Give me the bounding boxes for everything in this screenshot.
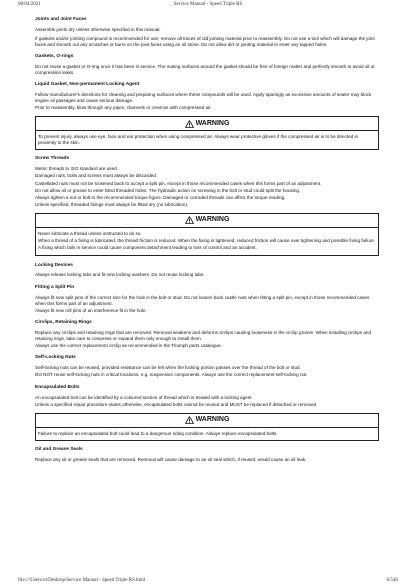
warning-box (35, 413, 379, 441)
warning-header (36, 214, 378, 228)
paragraph: Assemble joints dry unless otherwise specified in this manual. (35, 26, 161, 32)
warning-triangle-icon (185, 416, 194, 424)
paragraph: Always fit new split pins of the correct size for the hole in the bolt or stud. Do not loosen back castle nuts when fitting a split pin, except in those recommended cases when this forms part of an adjustment. (35, 294, 370, 306)
section-heading-locking-devices: Locking Devices (35, 262, 73, 268)
warning-header (36, 414, 378, 428)
print-header (18, 2, 398, 10)
section-heading-split-pin: Fitting a Split Pin (35, 284, 75, 290)
paragraph: Prior to reassembly, blow through any pipes, channels or crevices with compressed air. (35, 105, 212, 111)
warning-paragraph: Never lubricate a thread unless instructed to do so. (38, 230, 142, 236)
paragraph: Always release locking tabs and fit new locking washers. Do not reuse locking tabs. (35, 272, 205, 278)
section-heading-joints: Joints and Joint Faces (35, 17, 87, 22)
section-heading-gaskets: Gaskets, O-rings (35, 54, 74, 60)
section-heading-encapsulated-bolts: Encapsulated Bolts (35, 384, 80, 390)
warning-paragraph: When a thread of a fixing is lubricated, the thread friction is reduced. When the fixing is tightened, reduced friction will cause over tightening and possible fixing failure. (38, 237, 376, 243)
print-footer (18, 578, 398, 586)
paragraph: If gaskets and/or jointing compound is recommended for use; remove all traces of old jointing material prior to reassembly. Do not use a tool which will damage the joint faces and smooth out any scratches or burrs on the joint faces using an oil stone. Do not allow dirt or jointing material to enter any tapped holes. (35, 35, 375, 47)
paragraph: Do not allow oil or grease to enter blind threaded holes. The hydraulic action on screwing in the bolt or stud could split the housing. (35, 187, 301, 193)
paragraph: Always tighten a nut or bolt to the recommended torque figure. Damaged or corroded threads can affect the torque reading. (35, 194, 286, 200)
paragraph: Follow manufacturer's directions for cleaning and preparing surfaces where these compounds will be used. Apply sparingly as excessive amounts of sealer may block engine oil passages and cause serious damage. (35, 92, 372, 104)
paragraph: Metric threads to ISO standard are used. (35, 166, 118, 172)
warning-box (35, 116, 379, 150)
paragraph: DO NOT reuse self-locking nuts in critical locations, e.g. suspension components. Always use the correct replacement self-locking nut. (35, 372, 308, 378)
paragraph: Always fit new roll pins of an interference fit in the hole. (35, 307, 147, 313)
warning-text: To prevent injury, always use eye, face and ear protection when using compressed air. Always wear protective gloves if the compressed air is to be directed in proximity to the skin. (38, 134, 359, 146)
paragraph: Replace any oil or grease seals that are removed. Removal will cause damage to an oil seal which, if reused, would cause an oil leak. (35, 457, 307, 463)
paragraph: Damaged nuts, bolts and screws must always be discarded. (35, 173, 158, 179)
page-number: 6/546 (386, 578, 398, 583)
section-heading-circlips: Circlips, Retaining Rings (35, 320, 92, 326)
warning-title: WARNING (195, 416, 230, 424)
warning-title: WARNING (195, 216, 230, 224)
warning-box (35, 213, 379, 256)
paragraph: An encapsulated bolt can be identified by a coloured section of thread which is treated with a locking agent. (35, 394, 253, 400)
section-heading-self-locking-nuts: Self-Locking Nuts (35, 355, 76, 361)
paragraph: Do not reuse a gasket or O-ring once it has been in service. The mating surfaces around the gasket should be free of foreign matter and perfectly smooth to avoid oil or compression leaks. (35, 64, 375, 75)
warning-triangle-icon (185, 216, 194, 224)
paragraph: Self-locking nuts can be reused, provided resistance can be felt when the locking portion passes over the thread of the bolt or stud. (35, 365, 301, 371)
paragraph: Unless specified, threaded fixings must always be fitted dry (no lubrication). (35, 201, 189, 207)
section-heading-oil-seals: Oil and Grease Seals (35, 447, 83, 453)
document-title: Service Manual - Speed Triple RS (173, 2, 243, 7)
warning-header (36, 117, 378, 131)
warning-paragraph: A fixing which fails in service could cause component detachment leading to loss of control and an accident. (38, 244, 257, 250)
section-heading-screw-threads: Screw Threads (35, 156, 70, 162)
paragraph: Castellated nuts must not be loosened back to accept a split pin, except in those recommended cases when this forms part of an adjustment. (35, 180, 322, 186)
paragraph: Replace any circlips and retaining rings that are removed. Removal weakens and deforms circlips causing looseness in the circlip groove. When installing circlips and retaining rings, take care to compress or expand them only enough to install them. (35, 330, 372, 341)
print-date: 08/04/2021 (18, 2, 41, 7)
paragraph: Always use the correct replacement circlip as recommended in the Triumph parts catalogue. (35, 343, 222, 349)
section-heading-liquid-gasket: Liquid Gasket, Non-permanent Locking Agent (35, 82, 140, 88)
warning-text (36, 228, 378, 255)
warning-text: Failure to replace an encapsulated bolt could lead to a dangerous riding condition. Always replace encapsulated bolts. (38, 430, 278, 436)
page-content (35, 12, 379, 464)
warning-title: WARNING (195, 119, 230, 127)
file-path: file:///Users/ol/Desktop/Service Manual - Speed Triple RS.html (18, 578, 146, 583)
warning-triangle-icon (185, 120, 194, 128)
paragraph: Unless a specified repair procedure states otherwise, encapsulated bolts cannot be reused and MUST be replaced if disturbed or removed. (35, 401, 318, 407)
